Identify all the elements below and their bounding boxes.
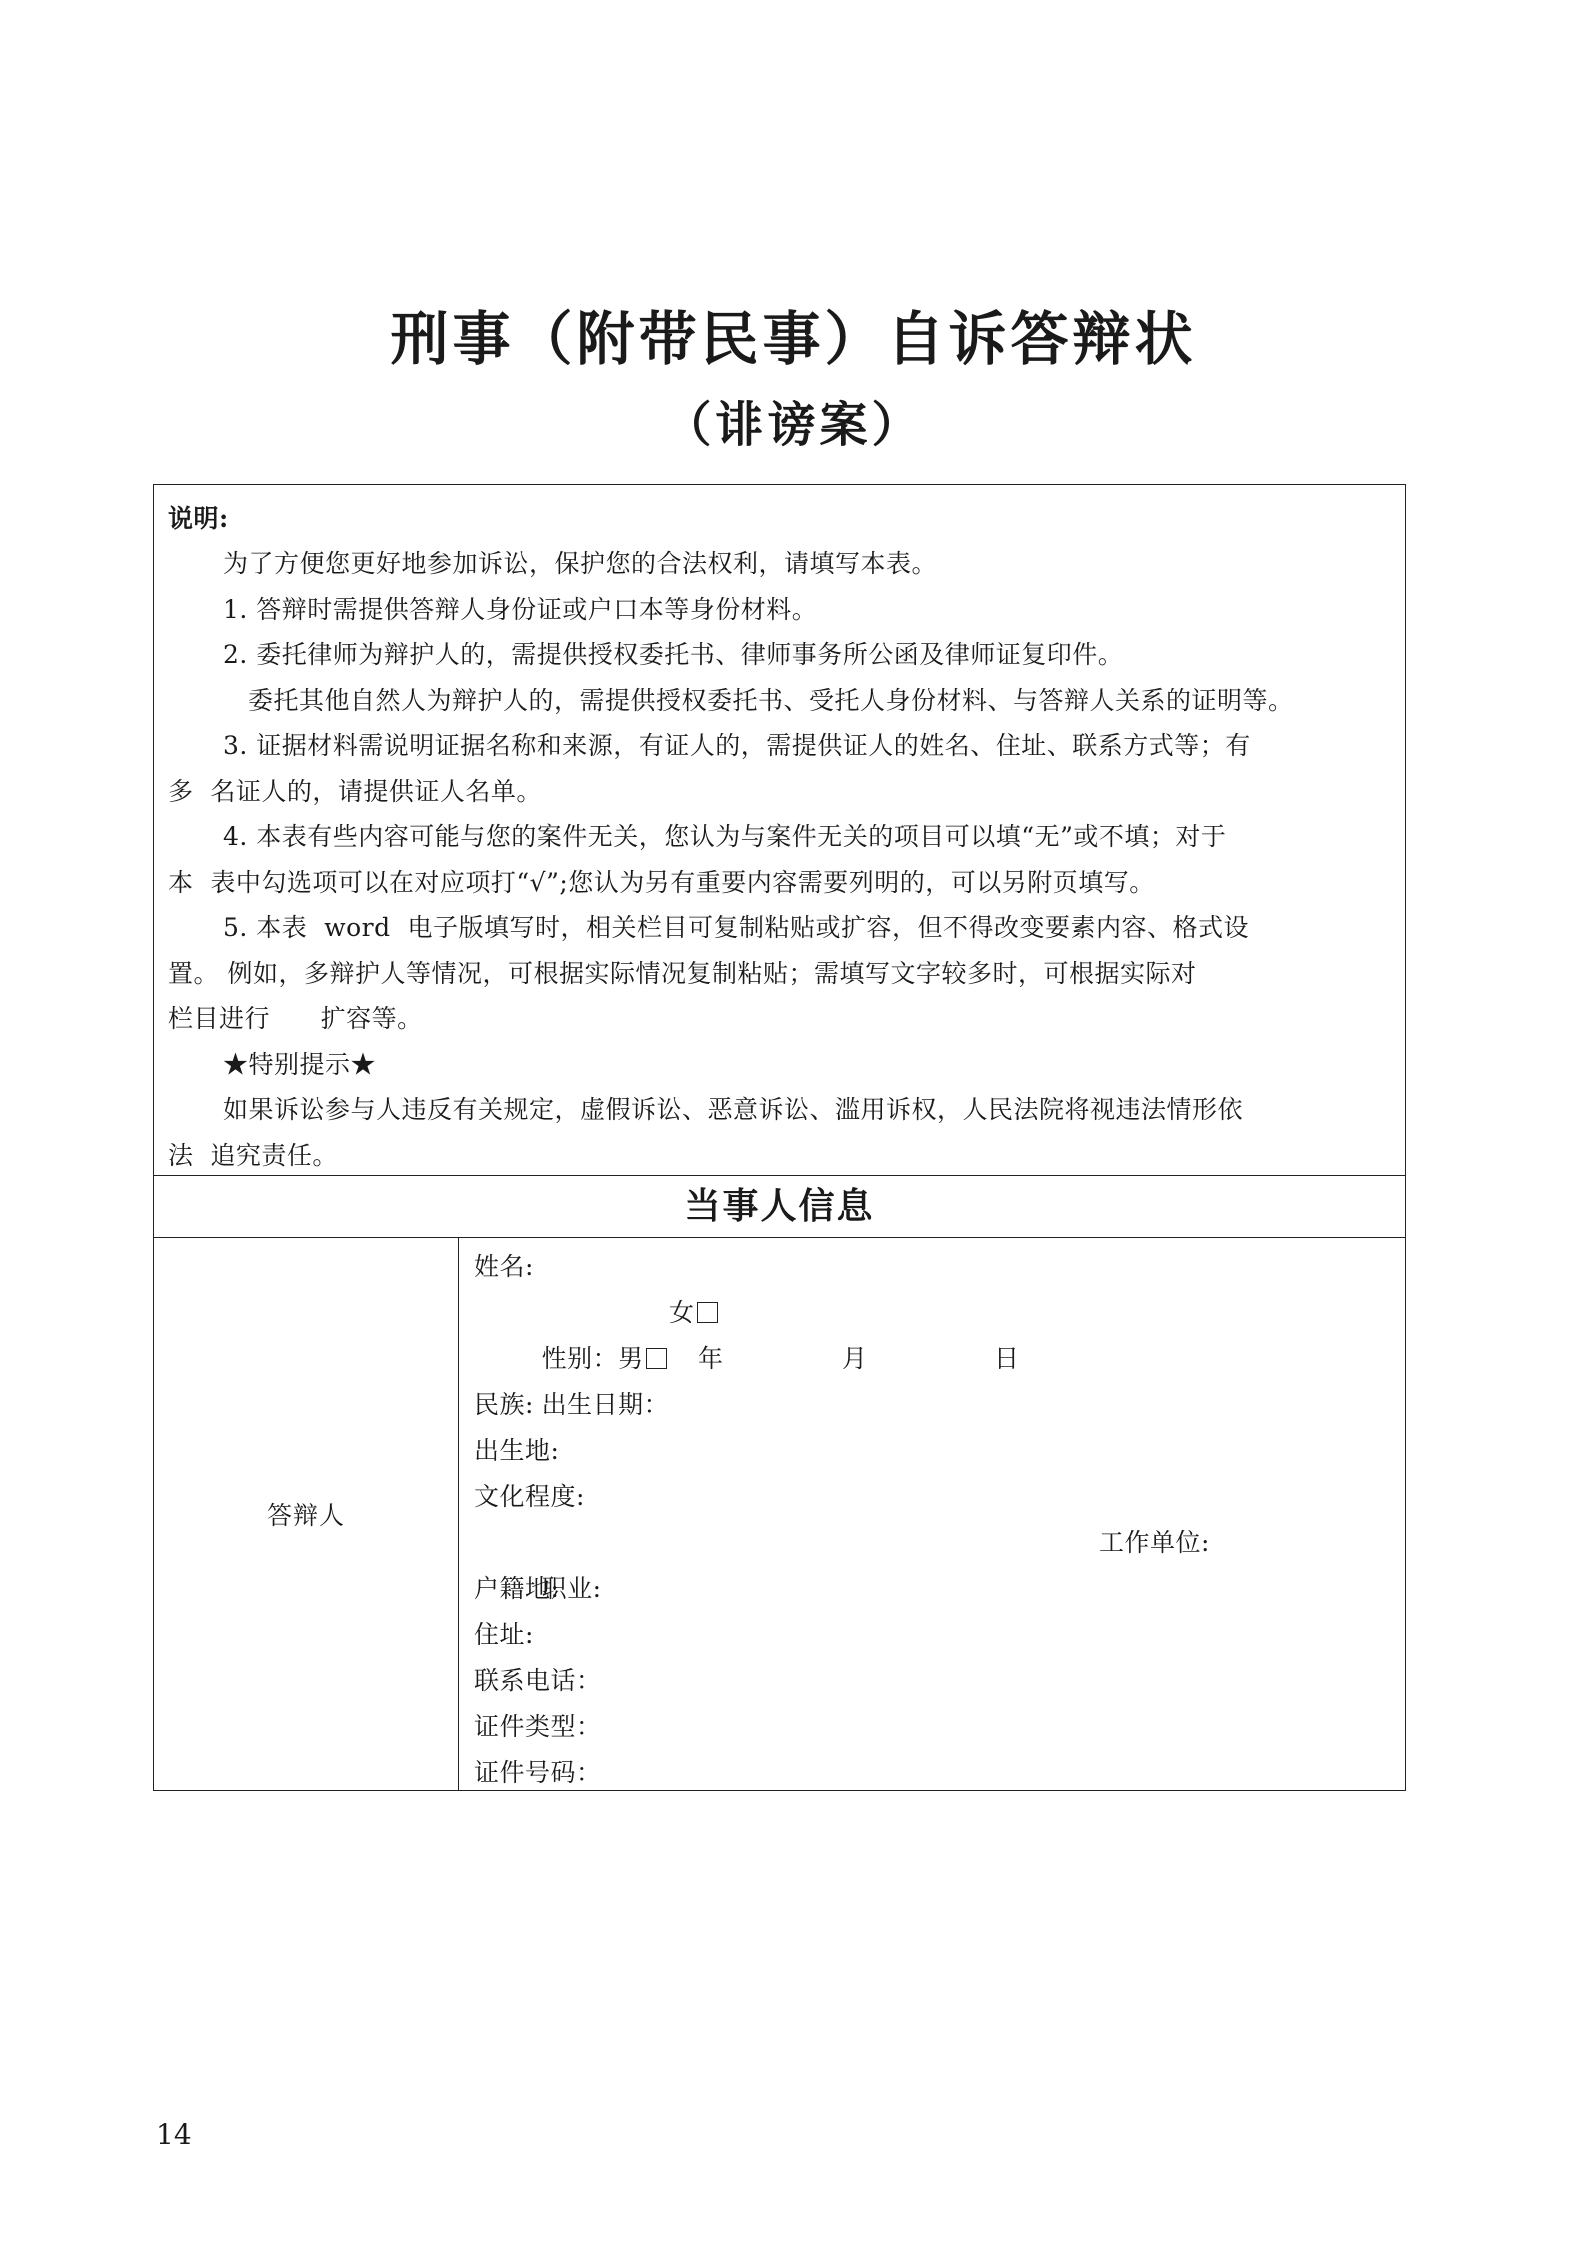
instruction-line: 委托其他自然人为辩护人的，需提供授权委托书、受托人身份材料、与答辩人关系的证明等。: [248, 685, 1294, 715]
month-label: 月: [842, 1344, 868, 1373]
respondent-fields: [474, 1244, 1395, 1796]
instructions-section: [154, 485, 1405, 1175]
address-label: 住址:: [474, 1620, 534, 1649]
document-title: 刑事（附带民事）自诉答辩状: [390, 305, 1197, 373]
birthplace-label: 出生地:: [474, 1436, 560, 1465]
instruction-line: 置。 例如，多辩护人等情况，可根据实际情况复制粘贴；需填写文字较多时，可根据实际对: [168, 958, 1197, 988]
id-type-field[interactable]: [474, 1704, 1395, 1750]
id-type-label: 证件类型：: [474, 1712, 602, 1741]
gender-field: [474, 1290, 1395, 1373]
day-label: 日: [994, 1344, 1020, 1373]
education-label: 文化程度:: [474, 1482, 585, 1511]
year-label: 年: [698, 1344, 724, 1373]
id-number-field[interactable]: [474, 1750, 1395, 1796]
instruction-line: 3. 证据材料需说明证据名称和来源，有证人的，需提供证人的姓名、住址、联系方式等；有: [223, 731, 1251, 760]
household-label: 户籍地:: [474, 1574, 560, 1603]
instructions-label: 说明:: [168, 504, 229, 533]
male-label: 男: [618, 1344, 644, 1373]
respondent-label: 答辩人: [154, 1238, 459, 1790]
instruction-line: 5. 本表 word 电子版填写时，相关栏目可复制粘贴或扩容，但不得改变要素内容、格式设: [223, 913, 1249, 942]
document-subtitle: （诽谤案）: [663, 397, 924, 453]
ethnicity-field[interactable]: [474, 1382, 1395, 1428]
address-field[interactable]: [474, 1612, 1395, 1658]
instruction-line: 多 名证人的，请提供证人名单。: [168, 776, 542, 806]
name-field[interactable]: [474, 1244, 1395, 1290]
instruction-line: 2. 委托律师为辩护人的，需提供授权委托书、律师事务所公函及律师证复印件。: [223, 640, 1124, 669]
ethnicity-label: 民族:: [474, 1390, 534, 1419]
respondent-row: [154, 1237, 1405, 1790]
phone-field[interactable]: [474, 1658, 1395, 1704]
occupation-label: 职业:: [541, 1574, 602, 1603]
instruction-line: 4. 本表有些内容可能与您的案件无关，您认为与案件无关的项目可以填“无”或不填；对于: [223, 822, 1227, 851]
phone-label: 联系电话：: [474, 1666, 602, 1695]
page-number: 14: [156, 2118, 192, 2151]
special-notice-heading: ★特别提示★: [223, 1049, 377, 1079]
instruction-line: 1. 答辩时需提供答辩人身份证或户口本等身份材料。: [223, 594, 818, 624]
birth-date-label: 出生日期：: [541, 1390, 670, 1419]
name-label: 姓名:: [474, 1252, 534, 1281]
instruction-line: 为了方便您更好地参加诉讼，保护您的合法权利，请填写本表。: [223, 549, 938, 578]
birthplace-field[interactable]: [474, 1428, 1395, 1474]
female-label: 女: [669, 1298, 695, 1327]
household-field[interactable]: [474, 1566, 1395, 1612]
workplace-label: 工作单位:: [1099, 1528, 1210, 1557]
instruction-line: 栏目进行 扩容等。: [168, 1004, 423, 1033]
instruction-line: 本 表中勾选项可以在对应项打“√”;您认为另有重要内容需要列明的，可以另附页填写。: [168, 867, 1155, 897]
gender-label: 性别：: [541, 1344, 619, 1373]
instruction-line: 法 追究责任。: [168, 1140, 338, 1170]
id-number-label: 证件号码：: [474, 1758, 602, 1787]
female-checkbox[interactable]: [697, 1302, 718, 1323]
instruction-line: 如果诉讼参与人违反有关规定，虚假诉讼、恶意诉讼、滥用诉权，人民法院将视违法情形依: [223, 1095, 1244, 1124]
answer-form: [153, 484, 1406, 1791]
education-field[interactable]: [474, 1474, 1395, 1520]
party-info-header: 当事人信息: [154, 1175, 1405, 1237]
